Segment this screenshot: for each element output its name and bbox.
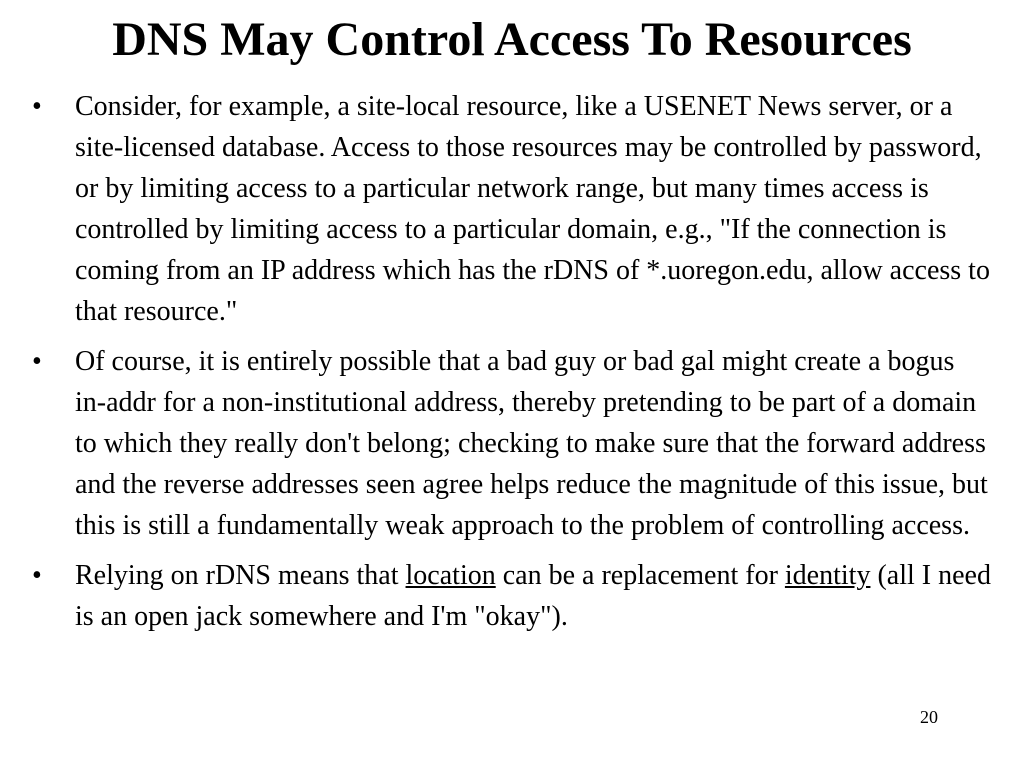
bullet-list [32, 86, 992, 646]
bullet-marker: • [32, 91, 42, 122]
bullet-text-2: Of course, it is entirely possible that a bad guy or bad gal might create a bogus in-addr for a non-institutional address, thereby pretending to be part of a domain to which they really don't belong; checking to make sure that the forward address and the reverse addresses seen agree helps reduce the magnitude of this issue, but this is still a fundamentally weak approach to the problem of controlling access. [75, 346, 988, 541]
bullet-item-3 [32, 555, 992, 637]
bullet-text-3 [75, 560, 991, 632]
bullet-text-3-part2: can be a replacement for [495, 560, 785, 591]
slide-number: 20 [920, 707, 938, 727]
bullet-text-3-part1: Relying on rDNS means that [75, 560, 406, 591]
bullet-marker: • [32, 346, 42, 377]
bullet-item-2 [32, 341, 992, 546]
bullet-text-3-part3: (all I need is an open jack somewhere and I'm "okay"). [75, 560, 991, 632]
bullet-text-1: Consider, for example, a site-local resource, like a USENET News server, or a site-licensed database. Access to those resources may be controlled by password, or by limiting access to a particular network range, but many times access is controlled by limiting access to a particular domain, e.g., "If the connection is coming from an IP address which has the rDNS of *.uoregon.edu, allow access to that resource." [75, 91, 990, 327]
underlined-location: location [405, 560, 496, 591]
underlined-identity: identity [784, 560, 871, 591]
bullet-marker: • [32, 560, 42, 591]
bullet-item-1 [32, 86, 992, 332]
slide-title: DNS May Control Access To Resources [112, 13, 912, 66]
